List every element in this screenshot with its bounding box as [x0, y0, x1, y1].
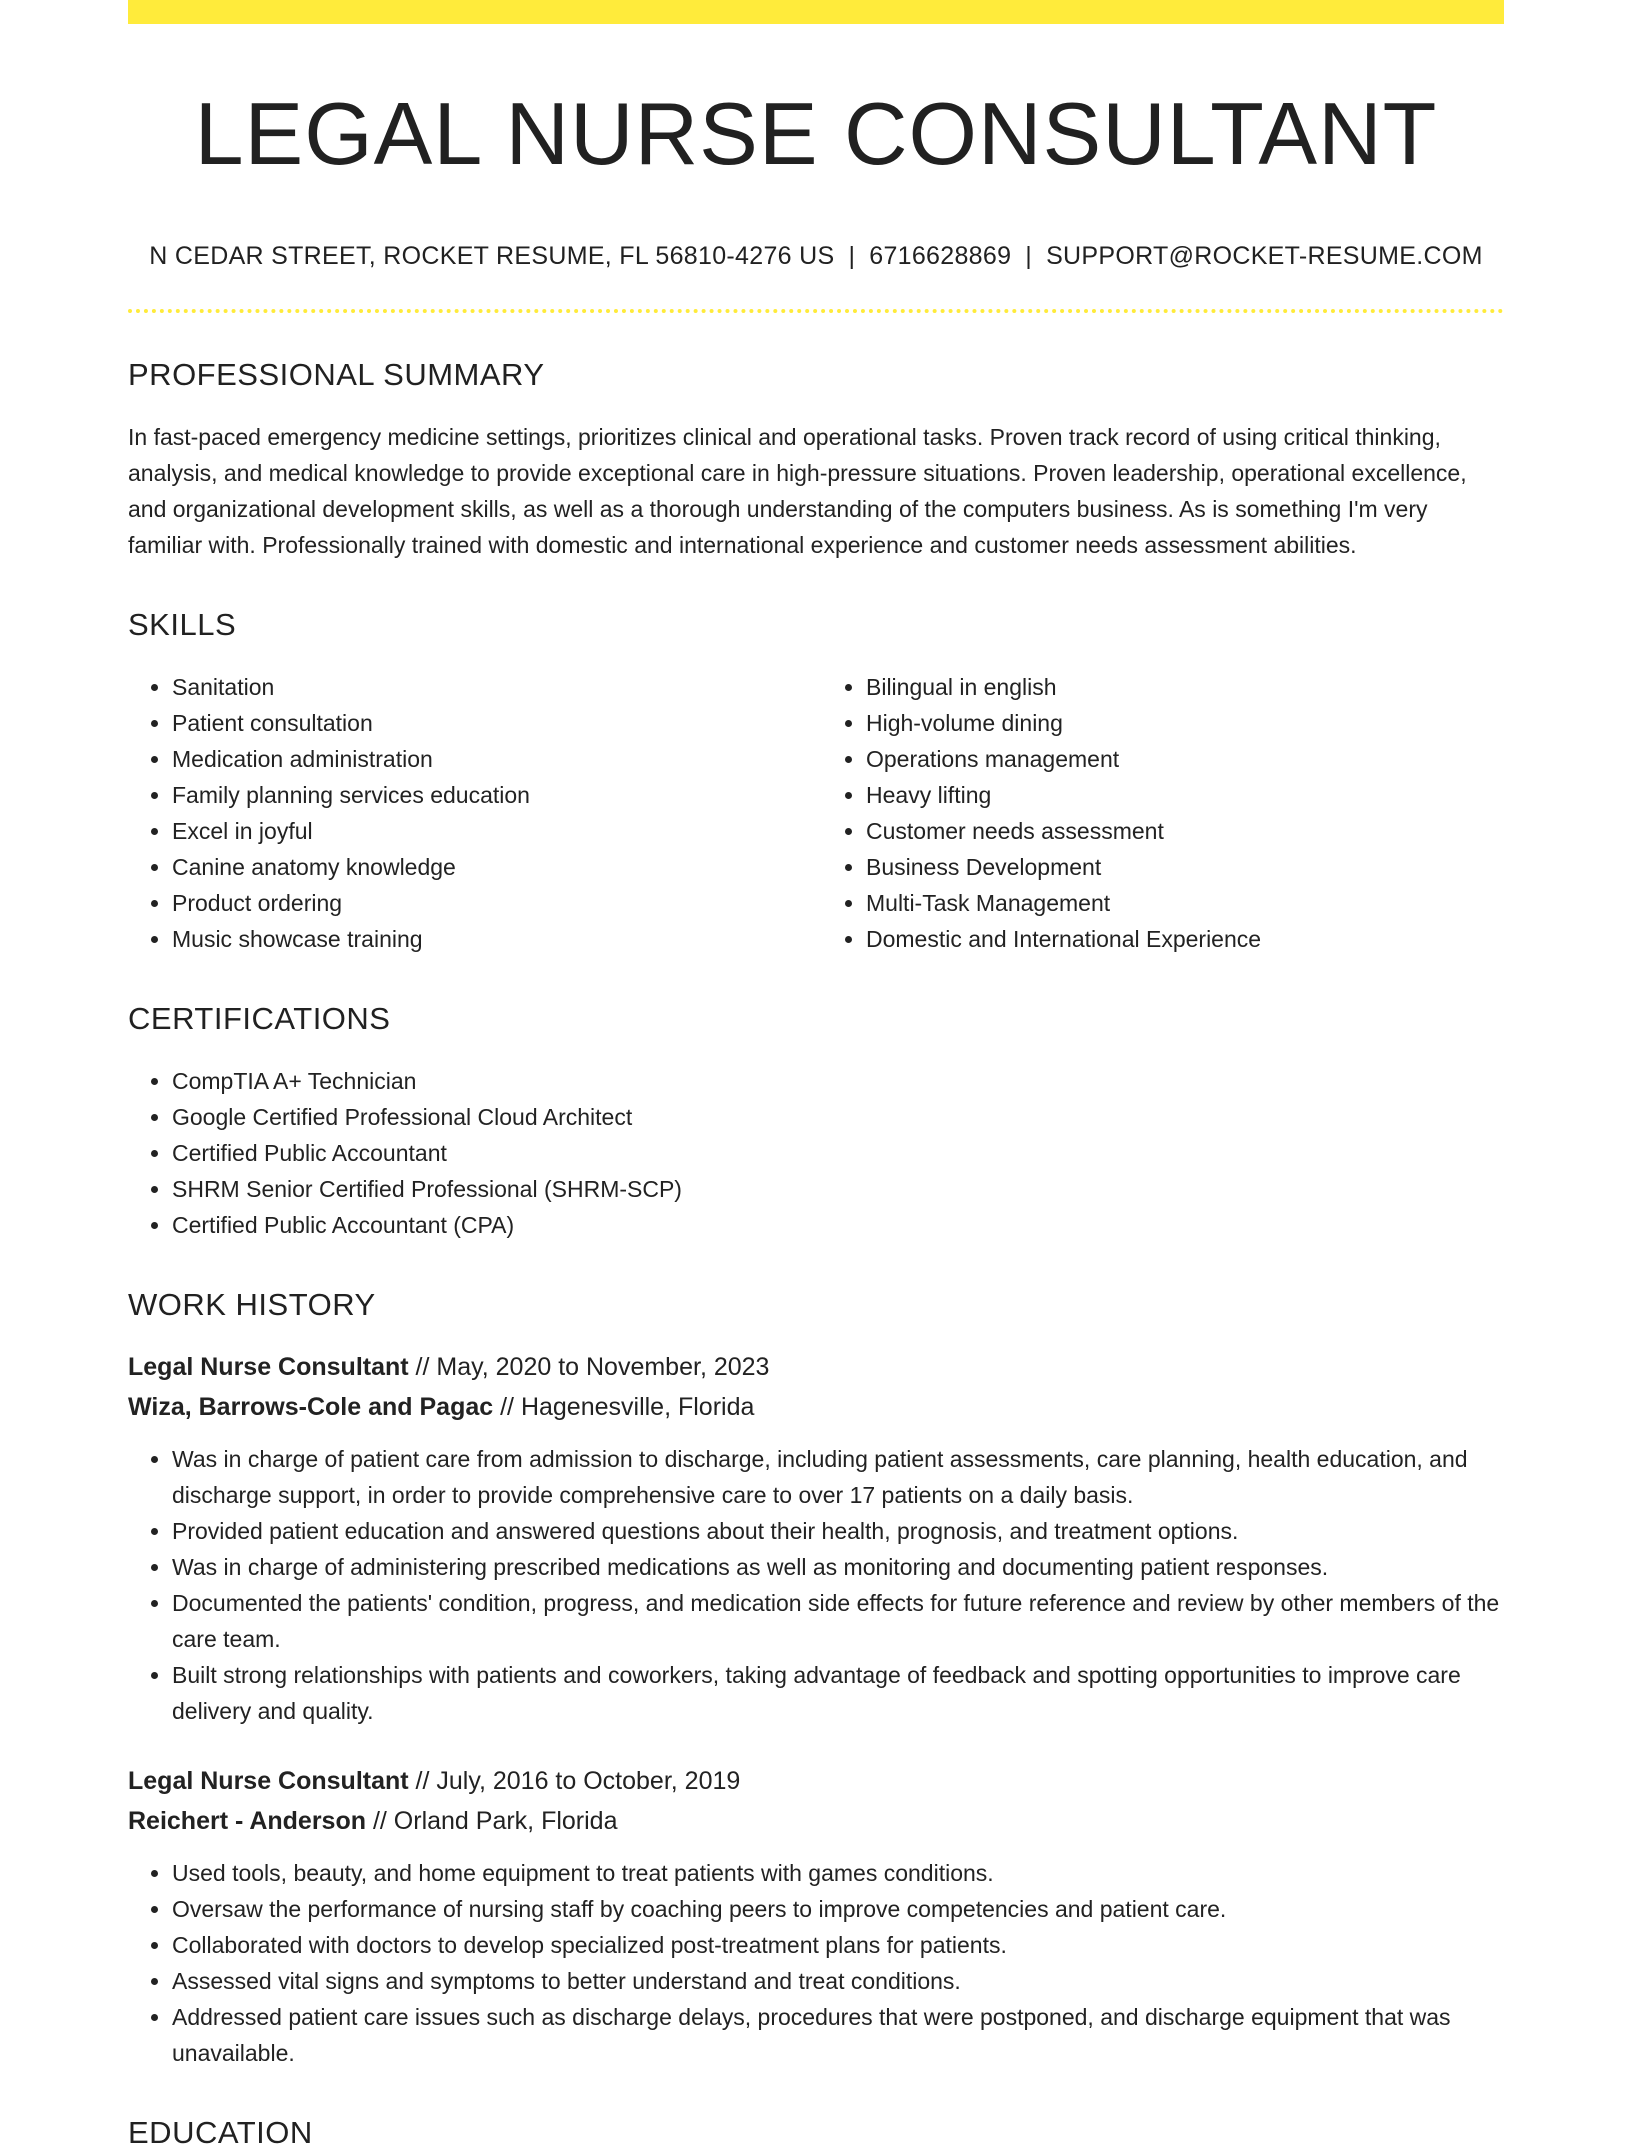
job-role-line — [128, 1347, 1504, 1387]
job-dates: // July, 2016 to October, 2019 — [408, 1767, 741, 1796]
contact-phone: 6716628869 — [869, 242, 1012, 271]
skill-item: • Sanitation — [172, 669, 816, 705]
job-company-line — [128, 1801, 1504, 1841]
job-location: // Orland Park, Florida — [366, 1807, 618, 1836]
skills-heading: SKILLS — [128, 607, 237, 643]
skill-item: • Domestic and International Experience — [866, 921, 1504, 957]
job-bullet: • Built strong relationships with patients and coworkers, taking advantage of feedback and spotting opportunities to improve care delivery and quality. — [172, 1657, 1504, 1729]
skill-item: • Canine anatomy knowledge — [172, 849, 816, 885]
skill-item: • Operations management — [866, 741, 1504, 777]
job-location: // Hagenesville, Florida — [493, 1393, 755, 1422]
job-dates: // May, 2020 to November, 2023 — [408, 1353, 770, 1382]
certifications-heading: CERTIFICATIONS — [128, 1001, 391, 1037]
work-history-section — [128, 1287, 1504, 2071]
certification-item: • CompTIA A+ Technician — [172, 1063, 1504, 1099]
skill-item: • Product ordering — [172, 885, 816, 921]
education-section — [128, 2115, 1504, 2151]
job-role: Legal Nurse Consultant — [128, 1353, 409, 1382]
job-bullets — [128, 1441, 1504, 1729]
certification-item: • Certified Public Accountant — [172, 1135, 1504, 1171]
job-bullet: • Oversaw the performance of nursing staff by coaching peers to improve competencies and patient care. — [172, 1891, 1504, 1927]
skill-item: • Patient consultation — [172, 705, 816, 741]
skill-item: • Music showcase training — [172, 921, 816, 957]
job-bullet: • Addressed patient care issues such as discharge delays, procedures that were postponed, and discharge equipment that was unavailable. — [172, 1999, 1504, 2071]
job-bullet: • Was in charge of patient care from admission to discharge, including patient assessments, care planning, health education, and discharge support, in order to provide comprehensive care to over 17 patients on a daily basis. — [172, 1441, 1504, 1513]
job-bullet: • Was in charge of administering prescribed medications as well as monitoring and documenting patient responses. — [172, 1549, 1504, 1585]
job-company: Wiza, Barrows-Cole and Pagac — [128, 1393, 494, 1422]
work-history-heading: WORK HISTORY — [128, 1287, 376, 1323]
certifications-list — [128, 1063, 1504, 1243]
top-accent-bar — [128, 0, 1504, 24]
job-role: Legal Nurse Consultant — [128, 1767, 409, 1796]
job-role-line — [128, 1761, 1504, 1801]
certification-item: • Google Certified Professional Cloud Architect — [172, 1099, 1504, 1135]
certifications-section — [128, 1001, 1504, 1243]
job-bullet: • Documented the patients' condition, progress, and medication side effects for future reference and review by other members of the care team. — [172, 1585, 1504, 1657]
skills-grid — [128, 669, 1504, 957]
skill-item: • High-volume dining — [866, 705, 1504, 741]
skills-left-column — [128, 669, 816, 957]
job-company: Reichert - Anderson — [128, 1807, 367, 1836]
skill-item: • Family planning services education — [172, 777, 816, 813]
contact-email: SUPPORT@ROCKET-RESUME.COM — [1046, 242, 1483, 271]
summary-heading: PROFESSIONAL SUMMARY — [128, 357, 545, 393]
skill-item: • Customer needs assessment — [866, 813, 1504, 849]
contact-separator: | — [848, 242, 856, 271]
resume-page — [128, 0, 1504, 2151]
job-bullets — [128, 1855, 1504, 2071]
skill-item: • Multi-Task Management — [866, 885, 1504, 921]
contact-address: N CEDAR STREET, ROCKET RESUME, FL 56810-4276 US — [149, 242, 835, 271]
job-bullet: • Collaborated with doctors to develop specialized post-treatment plans for patients. — [172, 1927, 1504, 1963]
skill-item: • Bilingual in english — [866, 669, 1504, 705]
contact-line — [128, 242, 1504, 271]
summary-section — [128, 357, 1504, 563]
skills-right-column — [816, 669, 1504, 957]
job-bullet: • Assessed vital signs and symptoms to better understand and treat conditions. — [172, 1963, 1504, 1999]
dotted-divider — [128, 309, 1504, 313]
job-bullet: • Used tools, beauty, and home equipment to treat patients with games conditions. — [172, 1855, 1504, 1891]
job-company-line — [128, 1387, 1504, 1427]
job-entry — [128, 1347, 1504, 1729]
education-heading: EDUCATION — [128, 2115, 313, 2151]
contact-separator: | — [1025, 242, 1033, 271]
resume-name: LEGAL NURSE CONSULTANT — [194, 84, 1438, 183]
skill-item: • Excel in joyful — [172, 813, 816, 849]
job-bullet: • Provided patient education and answered questions about their health, prognosis, and treatment options. — [172, 1513, 1504, 1549]
certification-item: • SHRM Senior Certified Professional (SHRM-SCP) — [172, 1171, 1504, 1207]
job-entry — [128, 1761, 1504, 2071]
skill-item: • Business Development — [866, 849, 1504, 885]
skill-item: • Medication administration — [172, 741, 816, 777]
certification-item: • Certified Public Accountant (CPA) — [172, 1207, 1504, 1243]
skills-section — [128, 607, 1504, 957]
skill-item: • Heavy lifting — [866, 777, 1504, 813]
summary-text: In fast-paced emergency medicine settings, prioritizes clinical and operational tasks. Proven track record of using critical thinking, analysis, and medical knowledge to provide exceptional care in high-pressure situations. Proven leadership, operational excellence, and organizational development skills, as well as a thorough understanding of the computers business. As is something I'm very familiar with. Professionally trained with domestic and international experience and customer needs assessment abilities. — [128, 424, 1467, 559]
